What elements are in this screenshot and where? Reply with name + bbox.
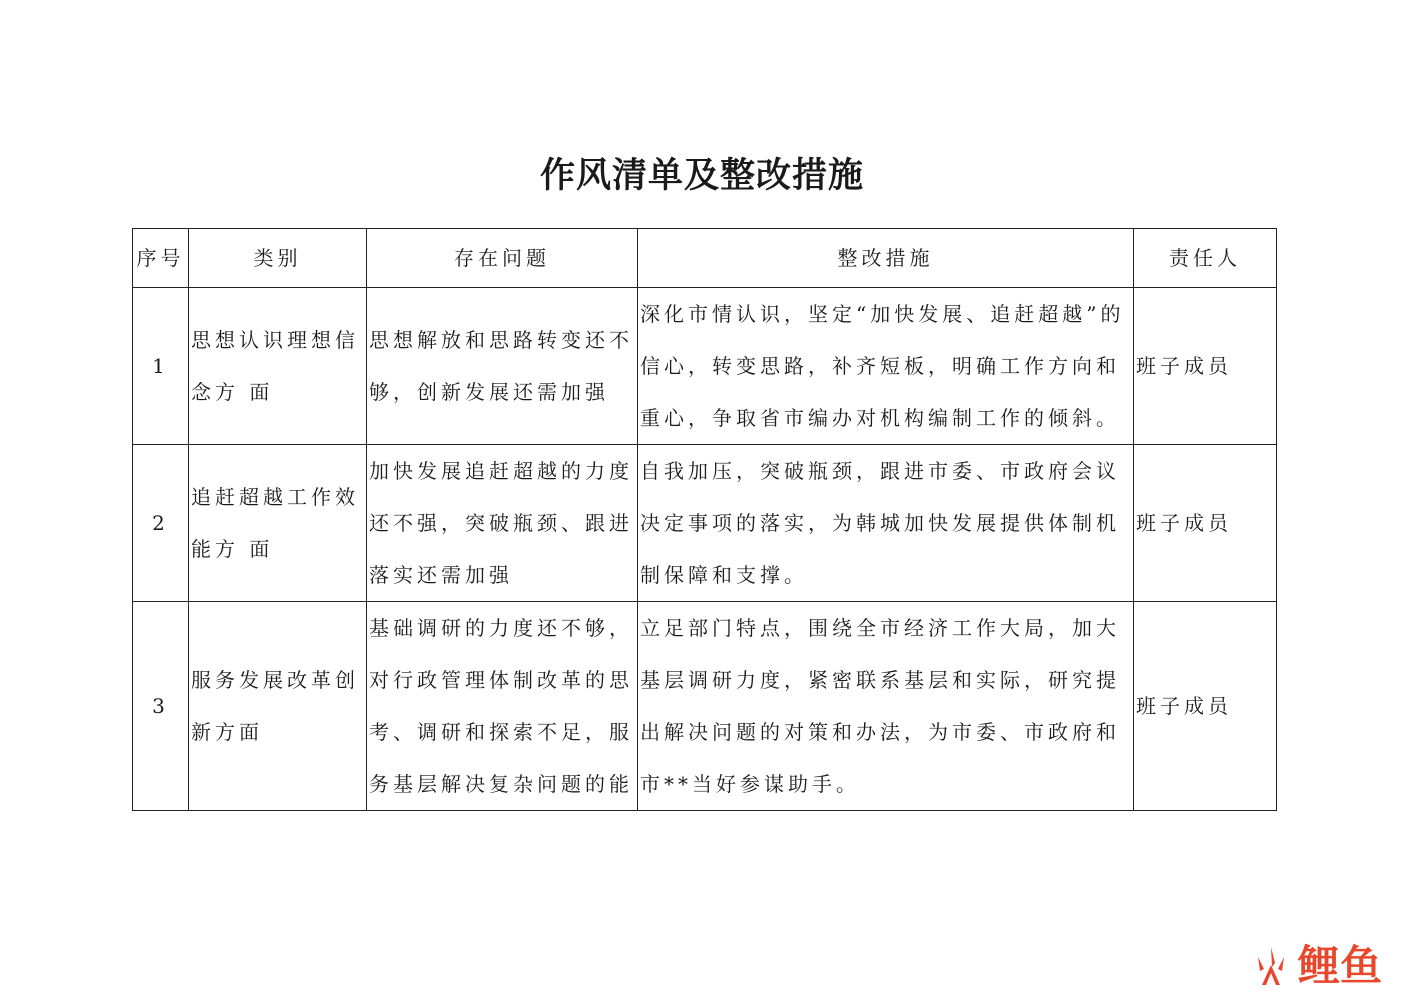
row-category: 追赶超越工作效能方 面 (189, 445, 367, 602)
row-measure (638, 602, 1134, 811)
row-issue: 加快发展追赶超越的力度还不强，突破瓶颈、跟进落实还需加强 (367, 445, 638, 602)
watermark-logo (1248, 943, 1382, 989)
row-issue-text: 思想解放和思路转变还不够，创新发展还需加强 (369, 328, 633, 404)
row-no: 1 (133, 288, 189, 445)
row-owner: 班子成员 (1134, 445, 1277, 602)
row-measure: 深化市情认识，坚定“加快发展、追赶超越”的信心，转变思路，补齐短板，明确工作方向和重心，争取省市编办对机构编制工作的倾斜。 (638, 288, 1134, 445)
row-owner: 班子成员 (1134, 602, 1277, 811)
header-owner: 责任人 (1134, 229, 1277, 288)
row-no: 3 (133, 602, 189, 811)
row-issue (367, 288, 638, 445)
row-owner: 班子成员 (1134, 288, 1277, 445)
table-row (133, 288, 1277, 445)
row-issue (367, 602, 638, 811)
row-measure: 自我加压，突破瓶颈，跟进市委、市政府会议决定事项的落实，为韩城加快发展提供体制机制保障和支撑。 (638, 445, 1134, 602)
table-header-row (133, 229, 1277, 288)
header-measure: 整改措施 (638, 229, 1134, 288)
header-no: 序号 (133, 229, 189, 288)
row-no: 2 (133, 445, 189, 602)
row-measure-text: 立足部门特点，围绕全市经济工作大局，加大基层调研力度，紧密联系基层和实际，研究提出解决问题的对策和办法，为市委、市政府和市**当好参谋助手。 (640, 616, 1120, 796)
row-issue-text: 基础调研的力度还不够，对行政管理体制改革的思考、调研和探索不足，服务基层解决复杂问题的能 (369, 616, 633, 796)
table-row (133, 602, 1277, 811)
table-row (133, 445, 1277, 602)
document-title: 作风清单及整改措施 (539, 156, 864, 196)
fire-icon (1248, 943, 1294, 989)
header-category: 类别 (189, 229, 367, 288)
watermark-text: 鲤鱼 (1297, 941, 1382, 990)
row-category: 服务发展改革创新方面 (189, 602, 367, 811)
header-issue: 存在问题 (367, 229, 638, 288)
rectification-table (132, 228, 1277, 811)
row-category: 思想认识理想信念方 面 (189, 288, 367, 445)
